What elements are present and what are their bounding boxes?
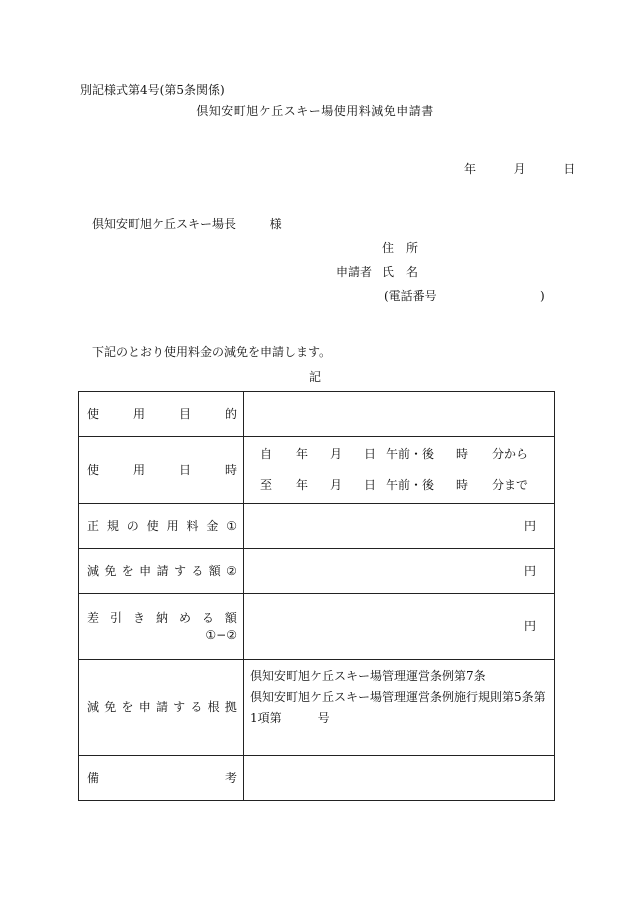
exemption-amount-field[interactable] [244, 549, 555, 594]
purpose-field[interactable] [244, 392, 555, 437]
basis-field [244, 660, 555, 756]
phone-label: (電話番号 [384, 289, 437, 303]
yen-unit: 円 [523, 518, 536, 533]
exemption-amount-label: 減 免 を 申 請 す る 額 ② [79, 549, 244, 594]
table-row-regular-fee [79, 504, 555, 549]
document-title: 倶知安町旭ケ丘スキー場使用料減免申請書 [196, 104, 434, 118]
table-row-purpose [79, 392, 555, 437]
basis-label: 減 免 を 申 請 す る 根 拠 [79, 660, 244, 756]
day-label: 日 [563, 162, 576, 176]
addressee [92, 218, 282, 230]
name-label: 氏 名 [382, 265, 419, 279]
datetime-field[interactable] [244, 437, 555, 504]
table-row-net-amount [79, 594, 555, 660]
address-label: 住 所 [382, 241, 419, 255]
basis-ordinance: 倶知安町旭ケ丘スキー場管理運営条例第7条 [250, 669, 486, 683]
form-number: 別記様式第4号(第5条関係) [80, 83, 225, 97]
ki-heading: 記 [308, 370, 321, 384]
phone-close-paren: ) [540, 289, 545, 303]
yen-unit: 円 [523, 563, 536, 578]
yen-unit: 円 [523, 619, 536, 634]
table-row-remarks [79, 756, 555, 801]
net-amount-formula: ①−② [205, 627, 237, 642]
applicant-label: 申請者 [336, 265, 373, 279]
month-label: 月 [513, 162, 526, 176]
remarks-field[interactable] [244, 756, 555, 801]
table-row-basis [79, 660, 555, 756]
datetime-label: 使 用 日 時 [79, 437, 244, 504]
regular-fee-field[interactable] [244, 504, 555, 549]
regular-fee-label: 正 規 の 使 用 料 金 ① [79, 504, 244, 549]
net-amount-field[interactable] [244, 594, 555, 660]
datetime-to-row: 至 年 月 日 午前・後 時 分まで [260, 478, 529, 492]
addressee-honorific: 様 [269, 217, 282, 231]
table-row-datetime [79, 437, 555, 504]
table-row-exemption-amount [79, 549, 555, 594]
datetime-from-row: 自 年 月 日 午前・後 時 分から [260, 447, 529, 462]
purpose-label: 使 用 目 的 [79, 392, 244, 437]
intro-text: 下記のとおり使用料金の減免を申請します。 [92, 345, 332, 359]
net-amount-label: 差 引 き 納 め る 額 ①−② [79, 594, 244, 660]
year-label: 年 [464, 162, 477, 176]
date-line [464, 163, 575, 175]
addressee-name: 倶知安町旭ケ丘スキー場長 [92, 217, 237, 231]
basis-regulation: 倶知安町旭ケ丘スキー場管理運営条例施行規則第5条第1項第 号 [250, 690, 546, 725]
application-table [78, 391, 555, 801]
remarks-label: 備 考 [79, 756, 244, 801]
